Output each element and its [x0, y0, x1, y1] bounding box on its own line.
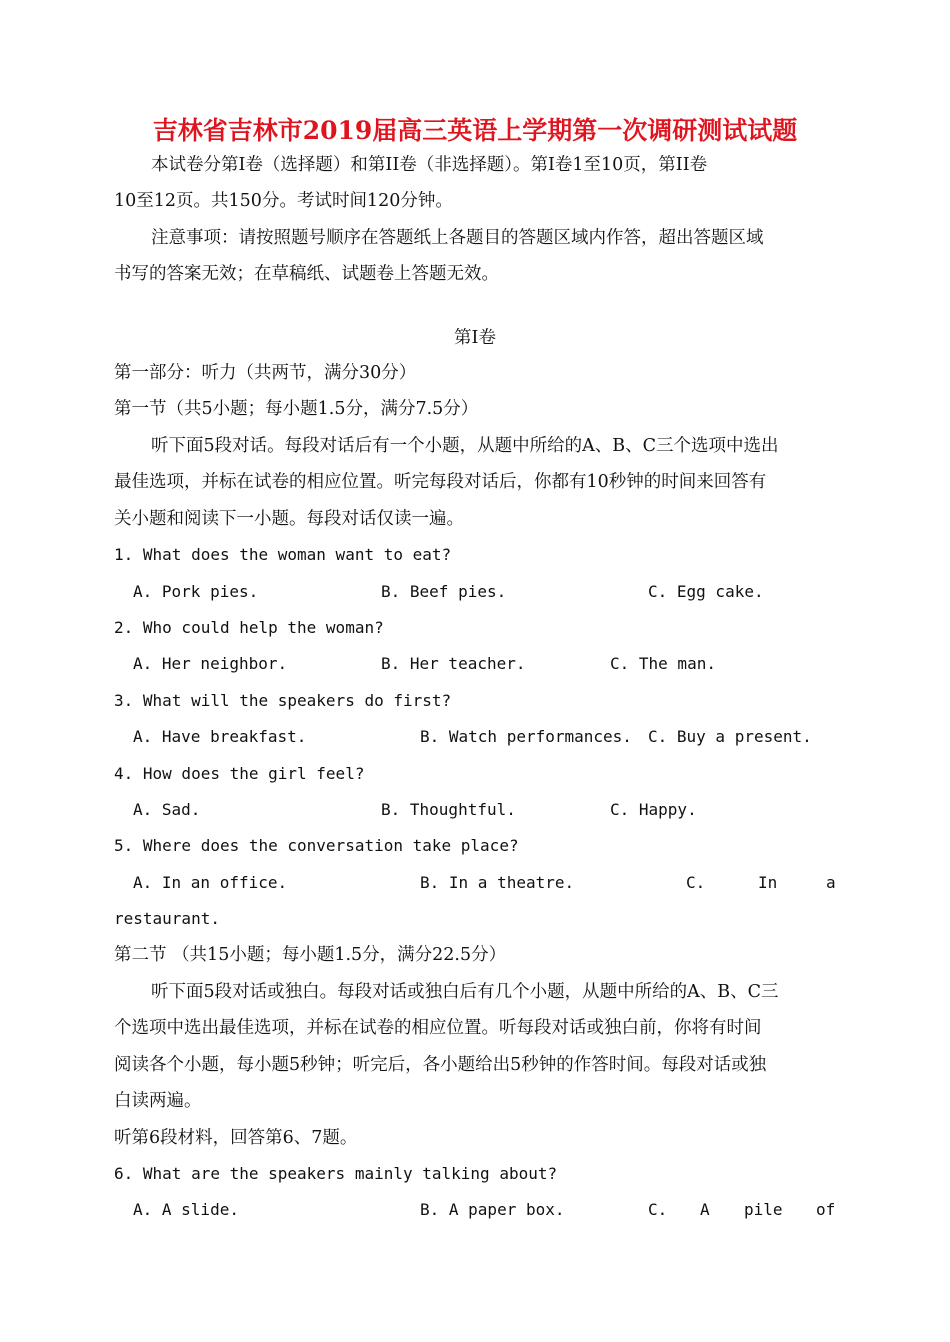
q4-option-c: C. Happy.: [610, 800, 697, 819]
q3-option-b: B. Watch performances.: [420, 727, 632, 746]
q5-option-c-word-2: a: [826, 873, 836, 892]
q1-option-a: A. Pork pies.: [133, 582, 259, 601]
question-4: 4. How does the girl feel?: [114, 764, 365, 783]
section2-instruction-1: 听下面5段对话或独白。每段对话或独白后有几个小题，从题中所给的A、B、C三: [151, 982, 779, 1002]
notice-line-1: 注意事项：请按照题号顺序在答题纸上各题目的答题区域内作答，超出答题区域: [151, 228, 764, 248]
intro-line-2: 10至12页。共150分。考试时间120分钟。: [114, 191, 453, 211]
section1-instruction-1: 听下面5段对话。每段对话后有一个小题，从题中所给的A、B、C三个选项中选出: [151, 436, 779, 456]
question-6: 6. What are the speakers mainly talking about?: [114, 1164, 558, 1183]
q2-option-c: C. The man.: [610, 654, 716, 673]
q5-option-c-continued: restaurant.: [114, 909, 220, 928]
q2-option-a: A. Her neighbor.: [133, 654, 288, 673]
question-2: 2. Who could help the woman?: [114, 618, 384, 637]
question-3: 3. What will the speakers do first?: [114, 691, 452, 710]
q4-option-b: B. Thoughtful.: [381, 800, 516, 819]
q5-option-a: A. In an office.: [133, 873, 288, 892]
q2-option-b: B. Her teacher.: [381, 654, 526, 673]
section2-instruction-3: 阅读各个小题，每小题5秒钟；听完后，各小题给出5秒钟的作答时间。每段对话或独: [114, 1055, 767, 1075]
section2-instruction-2: 个选项中选出最佳选项，并标在试卷的相应位置。听每段对话或独白前，你将有时间: [114, 1018, 762, 1038]
question-5: 5. Where does the conversation take place?: [114, 836, 519, 855]
q3-option-a: A. Have breakfast.: [133, 727, 307, 746]
q6-option-c-word-2: pile: [744, 1200, 783, 1219]
q6-option-b: B. A paper box.: [420, 1200, 565, 1219]
q5-option-b: B. In a theatre.: [420, 873, 575, 892]
q6-option-c-word-3: of: [816, 1200, 836, 1219]
q6-option-c-word-1: A: [700, 1200, 710, 1219]
q5-option-c-letter: C.: [686, 873, 706, 892]
q3-option-c: C. Buy a present.: [648, 727, 812, 746]
notice-line-2: 书写的答案无效；在草稿纸、试题卷上答题无效。: [114, 264, 499, 284]
intro-line-1: 本试卷分第Ⅰ卷（选择题）和第II卷（非选择题）。第Ⅰ卷1至10页，第II卷: [151, 155, 708, 175]
q4-option-a: A. Sad.: [133, 800, 201, 819]
question-1: 1. What does the woman want to eat?: [114, 545, 452, 564]
section1-instruction-2: 最佳选项，并标在试卷的相应位置。听完每段对话后，你都有10秒钟的时间来回答有: [114, 472, 767, 492]
q6-option-a: A. A slide.: [133, 1200, 239, 1219]
material-6-heading: 听第6段材料，回答第6、7题。: [114, 1128, 358, 1148]
volume-title: 第Ⅰ卷: [454, 328, 496, 348]
section1-heading: 第一节（共5小题；每小题1.5分，满分7.5分）: [114, 399, 479, 419]
q1-option-c: C. Egg cake.: [648, 582, 764, 601]
section2-instruction-4: 白读两遍。: [114, 1091, 202, 1111]
q5-option-c-word-1: In: [758, 873, 778, 892]
part1-heading: 第一部分：听力（共两节，满分30分）: [114, 363, 417, 383]
q1-option-b: B. Beef pies.: [381, 582, 507, 601]
section1-instruction-3: 关小题和阅读下一小题。每段对话仅读一遍。: [114, 509, 464, 529]
section2-heading: 第二节 （共15小题；每小题1.5分，满分22.5分）: [114, 945, 507, 965]
exam-title: 吉林省吉林市2019届高三英语上学期第一次调研测试试题: [152, 116, 798, 145]
q6-option-c-letter: C.: [648, 1200, 668, 1219]
